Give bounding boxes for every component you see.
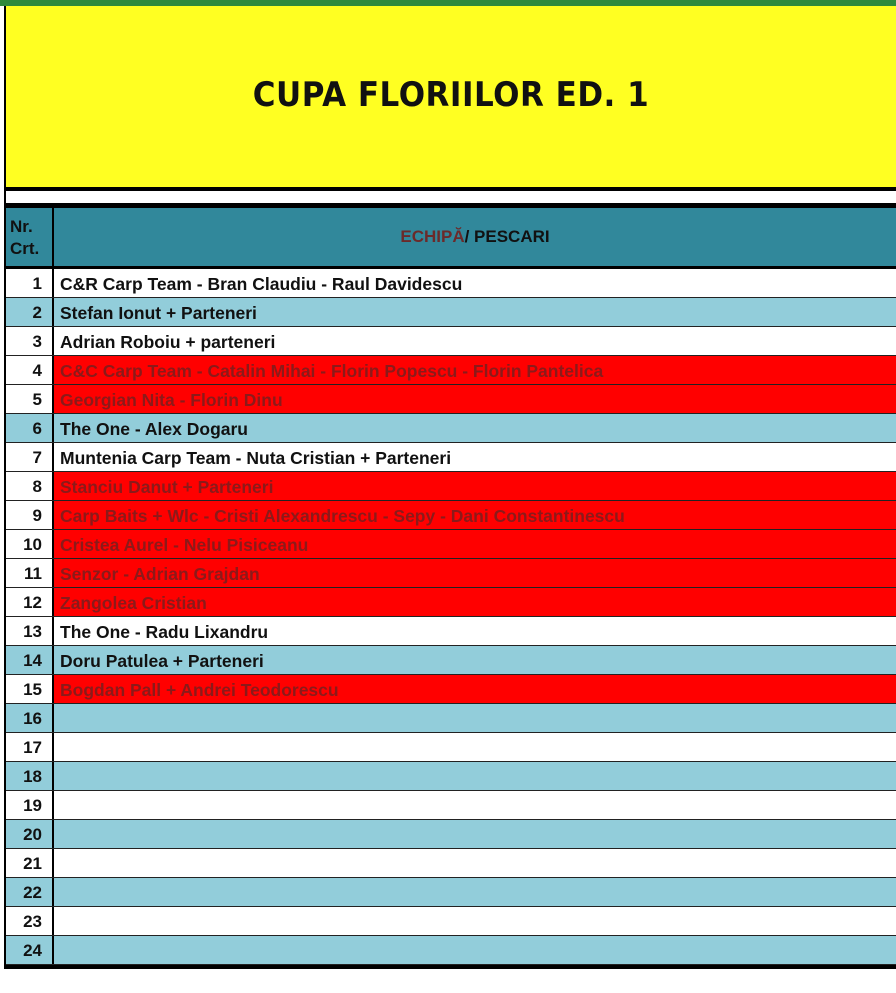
team-cell[interactable]: Stanciu Danut + Parteneri: [60, 477, 274, 497]
table-row[interactable]: [6, 356, 896, 385]
header-crt-label: Crt.: [10, 239, 40, 258]
row-number-cell[interactable]: 16: [6, 704, 54, 732]
row-number-cell[interactable]: 20: [6, 820, 54, 848]
row-number-cell[interactable]: 11: [6, 559, 54, 587]
row-number-cell[interactable]: 12: [6, 588, 54, 616]
table-row[interactable]: [6, 617, 896, 646]
team-cell[interactable]: [54, 733, 896, 761]
table-row[interactable]: [6, 936, 896, 965]
spreadsheet: [4, 6, 896, 969]
table-row[interactable]: [6, 791, 896, 820]
row-number-cell[interactable]: 7: [6, 443, 54, 471]
team-cell[interactable]: C&R Carp Team - Bran Claudiu - Raul Davidescu: [60, 274, 463, 294]
team-cell[interactable]: Bogdan Pall + Andrei Teodorescu: [60, 680, 339, 700]
team-cell[interactable]: Zangolea Cristian: [60, 593, 207, 613]
table-row[interactable]: [6, 907, 896, 936]
table-row[interactable]: [6, 327, 896, 356]
team-cell[interactable]: [54, 849, 896, 877]
table-row[interactable]: [6, 820, 896, 849]
team-cell[interactable]: [54, 704, 896, 732]
team-cell[interactable]: Doru Patulea + Parteneri: [60, 651, 264, 671]
row-number-cell[interactable]: 18: [6, 762, 54, 790]
row-number-cell[interactable]: 1: [6, 269, 54, 297]
row-number-cell[interactable]: 4: [6, 356, 54, 384]
row-number-cell[interactable]: 13: [6, 617, 54, 645]
table-row[interactable]: [6, 298, 896, 327]
table-row[interactable]: [6, 559, 896, 588]
row-number-cell[interactable]: 21: [6, 849, 54, 877]
page-title: CUPA FLORIILOR ED. 1: [252, 74, 650, 115]
team-cell[interactable]: [54, 762, 896, 790]
title-banner: [4, 6, 896, 187]
team-cell[interactable]: Carp Baits + Wlc - Cristi Alexandrescu - Sepy - Dani Constantinescu: [60, 506, 625, 526]
team-cell[interactable]: [54, 820, 896, 848]
team-cell[interactable]: Senzor - Adrian Grajdan: [60, 564, 260, 584]
table-bottom-border: [4, 965, 896, 969]
table-row[interactable]: [6, 675, 896, 704]
row-number-cell[interactable]: 15: [6, 675, 54, 703]
table-row[interactable]: [6, 704, 896, 733]
row-number-cell[interactable]: 14: [6, 646, 54, 674]
spacer-row: [4, 191, 896, 203]
header-nr-crt: [6, 208, 54, 266]
row-number-cell[interactable]: 19: [6, 791, 54, 819]
table-row[interactable]: [6, 646, 896, 675]
table-row[interactable]: [6, 849, 896, 878]
row-number-cell[interactable]: 8: [6, 472, 54, 500]
team-cell[interactable]: Georgian Nita - Florin Dinu: [60, 390, 283, 410]
team-cell[interactable]: [54, 878, 896, 906]
row-number-cell[interactable]: 6: [6, 414, 54, 442]
row-number-cell[interactable]: 2: [6, 298, 54, 326]
header-pescari-label: / PESCARI: [464, 227, 550, 246]
table-row[interactable]: [6, 269, 896, 298]
row-number-cell[interactable]: 17: [6, 733, 54, 761]
header-echipa-label: ECHIPĂ: [400, 227, 465, 246]
team-cell[interactable]: Muntenia Carp Team - Nuta Cristian + Parteneri: [60, 448, 452, 468]
table-row[interactable]: [6, 530, 896, 559]
team-cell[interactable]: [54, 907, 896, 935]
row-number-cell[interactable]: 24: [6, 936, 54, 964]
team-cell[interactable]: [54, 791, 896, 819]
team-cell[interactable]: Stefan Ionut + Parteneri: [60, 303, 257, 323]
table-row[interactable]: [6, 762, 896, 791]
table-header: [4, 208, 896, 269]
row-number-cell[interactable]: 9: [6, 501, 54, 529]
team-cell[interactable]: Cristea Aurel - Nelu Pisiceanu: [60, 535, 309, 555]
table-row[interactable]: [6, 414, 896, 443]
header-team: [54, 208, 896, 266]
team-cell[interactable]: Adrian Roboiu + parteneri: [60, 332, 276, 352]
table-row[interactable]: [6, 733, 896, 762]
table-body: [4, 269, 896, 965]
table-row[interactable]: [6, 501, 896, 530]
team-cell[interactable]: The One - Alex Dogaru: [60, 419, 248, 439]
row-number-cell[interactable]: 23: [6, 907, 54, 935]
header-nr-label: Nr.: [10, 217, 33, 236]
row-number-cell[interactable]: 3: [6, 327, 54, 355]
team-cell[interactable]: C&C Carp Team - Catalin Mihai - Florin Popescu - Florin Pantelica: [60, 361, 604, 381]
table-row[interactable]: [6, 385, 896, 414]
table-row[interactable]: [6, 472, 896, 501]
table-row[interactable]: [6, 588, 896, 617]
table-row[interactable]: [6, 878, 896, 907]
table-row[interactable]: [6, 443, 896, 472]
row-number-cell[interactable]: 5: [6, 385, 54, 413]
row-number-cell[interactable]: 10: [6, 530, 54, 558]
team-cell[interactable]: [54, 936, 896, 964]
team-cell[interactable]: The One - Radu Lixandru: [60, 622, 269, 642]
row-number-cell[interactable]: 22: [6, 878, 54, 906]
